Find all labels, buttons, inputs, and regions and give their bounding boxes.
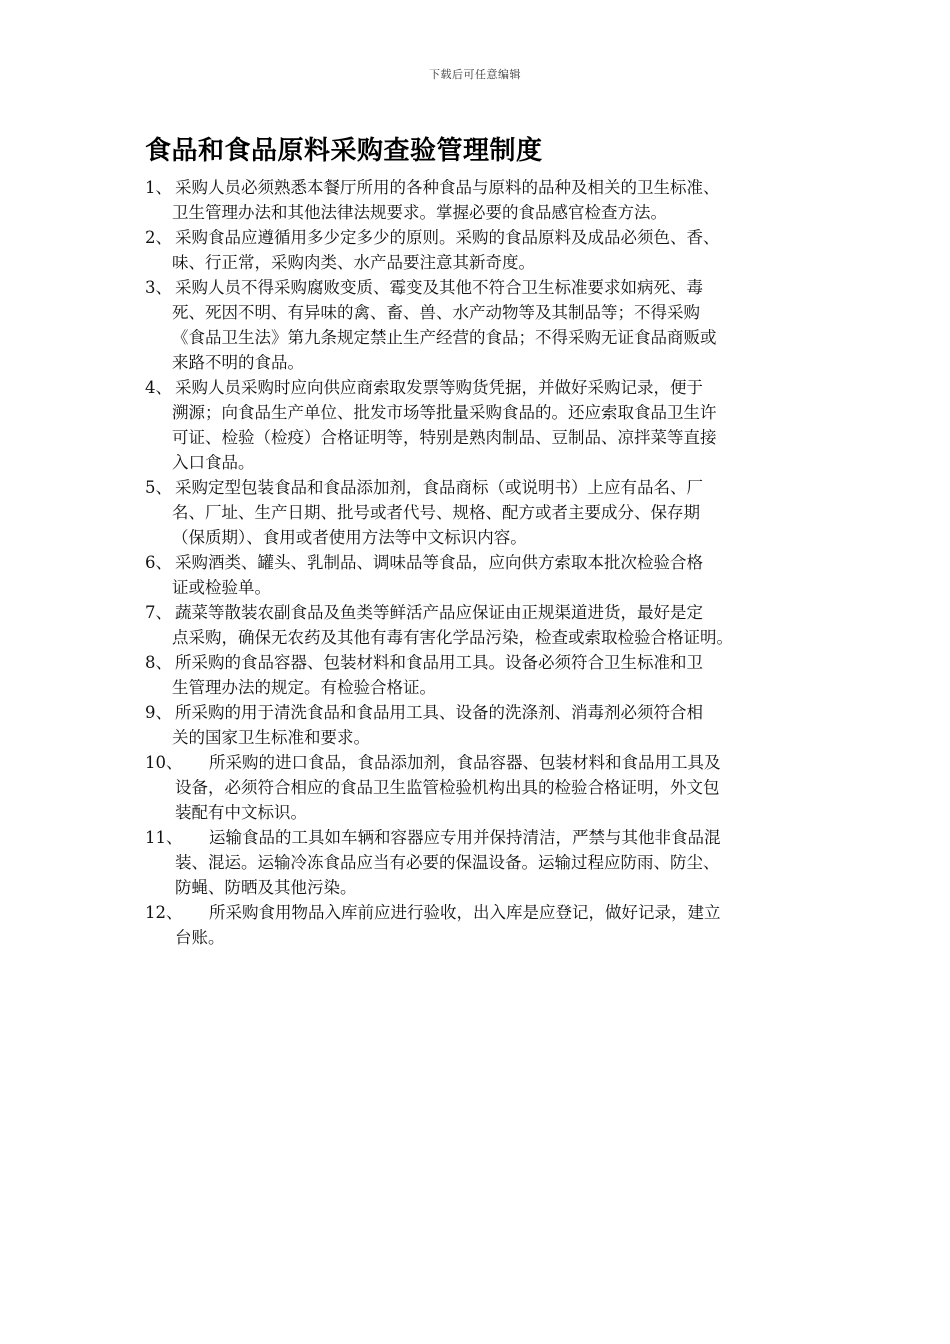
- item-text-line: （保质期）、食用或者使用方法等中文标识内容。: [172, 528, 527, 547]
- list-item: [145, 475, 825, 550]
- item-number: 4、: [145, 378, 172, 397]
- item-text-line: 采购食品应遵循用多少定多少的原则。采购的食品原料及成品必须色、香、: [175, 228, 720, 247]
- item-text-line: 运输食品的工具如车辆和容器应专用并保持清洁，严禁与其他非食品混: [209, 828, 721, 847]
- item-text-line: 可证、检验（检疫）合格证明等，特别是熟肉制品、豆制品、凉拌菜等直接: [172, 428, 717, 447]
- item-text-line: 所采购的食品容器、包装材料和食品用工具。设备必须符合卫生标准和卫: [175, 653, 703, 672]
- item-text-line: 名、厂址、生产日期、批号或者代号、规格、配方或者主要成分、保存期: [172, 503, 700, 522]
- item-text-line: 采购人员必须熟悉本餐厅所用的各种食品与原料的品种及相关的卫生标准、: [175, 178, 720, 197]
- list-item: [145, 175, 825, 225]
- item-text-line: 采购酒类、罐头、乳制品、调味品等食品，应向供方索取本批次检验合格: [175, 553, 703, 572]
- item-number: 7、: [145, 603, 172, 622]
- item-text-line: 死、死因不明、有异味的禽、畜、兽、水产动物等及其制品等；不得采购: [172, 303, 700, 322]
- item-text-line: 蔬菜等散装农副食品及鱼类等鲜活产品应保证由正规渠道进货，最好是定: [175, 603, 703, 622]
- list-item: [145, 700, 825, 750]
- item-text-line: 所采购的进口食品，食品添加剂，食品容器、包装材料和食品用工具及: [209, 753, 721, 772]
- item-text: [172, 375, 825, 475]
- item-text-line: 证或检验单。: [172, 578, 271, 597]
- item-text: [175, 750, 825, 825]
- list-item: [145, 550, 825, 600]
- item-text-line: 采购人员不得采购腐败变质、霉变及其他不符合卫生标准要求如病死、毒: [175, 278, 703, 297]
- item-text-line: 卫生管理办法和其他法律法规要求。掌握必要的食品感官检查方法。: [172, 203, 667, 222]
- item-number: 12、: [145, 903, 183, 922]
- item-number: 9、: [145, 703, 172, 722]
- item-text-line: 设备，必须符合相应的食品卫生监管检验机构出具的检验合格证明，外文包: [175, 778, 720, 797]
- item-text-line: 装、混运。运输冷冻食品应当有必要的保温设备。运输过程应防雨、防尘、: [175, 853, 720, 872]
- list-item: [145, 600, 825, 650]
- item-text-line: 台账。: [175, 928, 225, 947]
- item-text: [172, 600, 825, 650]
- item-text-line: 采购人员采购时应向供应商索取发票等购货凭据，并做好采购记录，便于: [175, 378, 703, 397]
- list-item: [145, 900, 825, 950]
- item-number: 8、: [145, 653, 172, 672]
- item-text-line: 防蝇、防晒及其他污染。: [175, 878, 357, 897]
- item-text: [172, 275, 825, 375]
- header-note: 下载后可任意编辑: [429, 68, 521, 81]
- item-text: [175, 825, 825, 900]
- item-number: 3、: [145, 278, 172, 297]
- item-number: 1、: [145, 178, 172, 197]
- regulation-list: [145, 175, 825, 950]
- item-text-line: 生管理办法的规定。有检验合格证。: [172, 678, 436, 697]
- list-item: [145, 750, 825, 825]
- page-title: 食品和食品原料采购查验管理制度: [145, 136, 543, 166]
- item-text-line: 点采购，确保无农药及其他有毒有害化学品污染，检查或索取检验合格证明。: [172, 628, 733, 647]
- item-text-line: 装配有中文标识。: [175, 803, 307, 822]
- item-text: [172, 225, 825, 275]
- item-text-line: 来路不明的食品。: [172, 353, 304, 372]
- item-number: 5、: [145, 478, 172, 497]
- item-text: [172, 175, 825, 225]
- item-text-line: 溯源；向食品生产单位、批发市场等批量采购食品的。还应索取食品卫生许: [172, 403, 717, 422]
- item-number: 2、: [145, 228, 172, 247]
- item-number: 10、: [145, 753, 183, 772]
- item-text: [172, 700, 825, 750]
- list-item: [145, 375, 825, 475]
- item-number: 11、: [145, 828, 183, 847]
- item-text-line: 采购定型包装食品和食品添加剂，食品商标（或说明书）上应有品名、厂: [175, 478, 703, 497]
- item-text-line: 关的国家卫生标准和要求。: [172, 728, 370, 747]
- item-number: 6、: [145, 553, 172, 572]
- list-item: [145, 225, 825, 275]
- item-text: [172, 550, 825, 600]
- item-text-line: 所采购的用于清洗食品和食品用工具、设备的洗涤剂、消毒剂必须符合相: [175, 703, 703, 722]
- item-text-line: 《食品卫生法》第九条规定禁止生产经营的食品；不得采购无证食品商贩或: [172, 328, 717, 347]
- list-item: [145, 275, 825, 375]
- item-text-line: 味、行正常，采购肉类、水产品要注意其新奇度。: [172, 253, 535, 272]
- item-text-line: 入口食品。: [172, 453, 255, 472]
- item-text: [172, 475, 825, 550]
- list-item: [145, 825, 825, 900]
- item-text: [172, 650, 825, 700]
- list-item: [145, 650, 825, 700]
- item-text-line: 所采购食用物品入库前应进行验收，出入库是应登记，做好记录，建立: [209, 903, 721, 922]
- item-text: [175, 900, 825, 950]
